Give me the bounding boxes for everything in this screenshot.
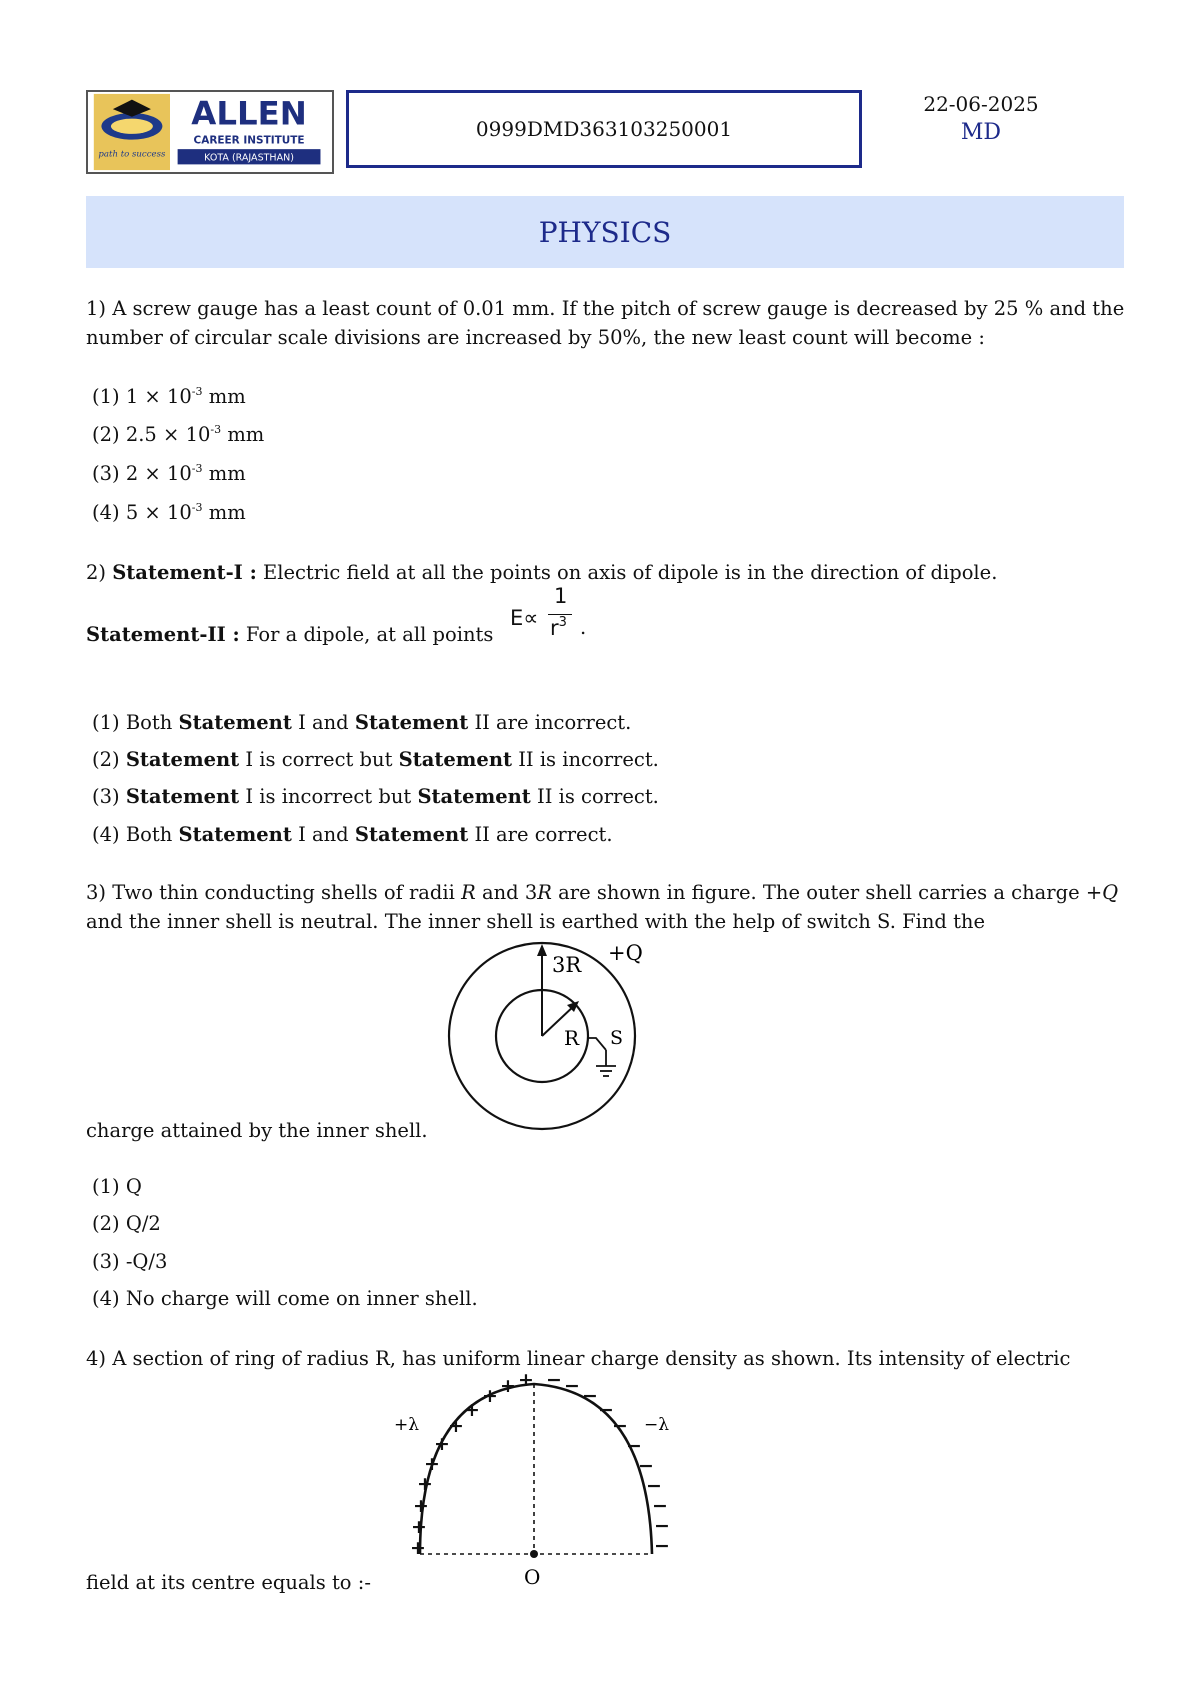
option-exponent: -3: [191, 501, 203, 514]
statement-2-label: Statement-II :: [86, 623, 240, 646]
plus-sign: +: [434, 1433, 450, 1455]
question-text: are shown in figure. The outer shell carries a charge: [558, 881, 1080, 904]
option-coef: 2.5 × 10: [125, 423, 211, 446]
question-text: and 3: [481, 881, 538, 904]
statement-1-label: Statement-I :: [112, 561, 257, 584]
minus-sign: −: [654, 1515, 670, 1537]
option-label: (2): [92, 748, 120, 771]
option-text: I and: [298, 823, 349, 846]
allen-logo: [86, 90, 334, 174]
q1-option-4: [92, 500, 246, 526]
option-exponent: -3: [210, 423, 222, 436]
option-coef: 5 × 10: [125, 501, 192, 524]
formula-period: .: [580, 616, 587, 639]
q2-option-2: [92, 747, 659, 773]
option-text: -Q/3: [125, 1250, 168, 1273]
option-bold: Statement: [354, 711, 469, 734]
q1-option-2: [92, 422, 264, 448]
center-label: O: [524, 1565, 541, 1589]
option-text: Both: [125, 823, 173, 846]
option-unit: mm: [208, 462, 246, 485]
switch-s: [588, 1038, 606, 1050]
option-label: (3): [92, 785, 120, 808]
question-text: Two thin conducting shells of radii: [112, 881, 455, 904]
question-number: 2): [86, 561, 107, 584]
minus-sign: −: [582, 1385, 598, 1407]
formula-numerator: 1: [554, 584, 568, 608]
question-4: [86, 1344, 1126, 1373]
negative-density-label: −λ: [644, 1415, 670, 1435]
concentric-shells-figure: [446, 938, 646, 1134]
option-exponent: -3: [191, 462, 203, 475]
option-bold: Statement: [178, 711, 292, 734]
option-text: Q: [125, 1175, 142, 1198]
minus-sign: −: [612, 1415, 628, 1437]
question-4-continued: [86, 1568, 1126, 1597]
option-coef: 1 × 10: [125, 385, 192, 408]
formula-den-base: r: [550, 616, 559, 640]
option-bold: Statement: [178, 823, 292, 846]
option-unit: mm: [208, 385, 246, 408]
page-header: [86, 90, 1124, 176]
q3-option-1: [92, 1174, 142, 1200]
question-3: [86, 878, 1126, 936]
question-text: and the inner shell is neutral. The inner shell is earthed with the help of switch S. Find the: [86, 910, 986, 933]
option-text: II is incorrect.: [518, 748, 659, 771]
q1-option-3: [92, 461, 246, 487]
option-bold: Statement: [125, 748, 240, 771]
option-label: (3): [92, 1250, 120, 1273]
option-text: I and: [298, 711, 349, 734]
plus-sign: +: [500, 1375, 516, 1397]
q2-option-1: [92, 710, 631, 736]
option-unit: mm: [227, 423, 265, 446]
radius-symbol: R: [461, 881, 476, 904]
radius-symbol: R: [537, 881, 552, 904]
plus-sign: +: [424, 1453, 440, 1475]
question-text: field at its centre equals to :-: [86, 1571, 371, 1594]
q3-option-4: [92, 1286, 478, 1312]
plus-sign: +: [411, 1516, 427, 1538]
option-coef: 2 × 10: [125, 462, 192, 485]
paper-code: 0999DMD363103250001: [475, 117, 733, 141]
formula-lhs: E∝: [510, 606, 539, 630]
paper-date: 22-06-2025: [923, 92, 1039, 116]
plus-sign: +: [413, 1495, 429, 1517]
option-label: (4): [92, 1287, 120, 1310]
option-text: Both: [125, 711, 173, 734]
option-text: II are correct.: [474, 823, 613, 846]
question-text: A section of ring of radius R, has uniform linear charge density as shown. Its intensity of electric: [112, 1347, 1071, 1370]
paper-code-box: [346, 90, 862, 168]
plus-sign: +: [448, 1415, 464, 1437]
paper-meta: [906, 92, 1056, 145]
center-point: [530, 1550, 538, 1558]
plus-sign: +: [518, 1372, 534, 1391]
option-label: (1): [92, 385, 120, 408]
option-label: (4): [92, 501, 120, 524]
outer-radius-label: 3R: [552, 953, 582, 977]
minus-sign: −: [626, 1435, 642, 1457]
question-3-continued: [86, 1116, 1126, 1145]
charge-label: +Q: [608, 941, 643, 965]
option-label: (4): [92, 823, 120, 846]
question-number: 1): [86, 297, 107, 320]
question-2-statement-2: [86, 620, 1126, 649]
option-label: (2): [92, 1212, 120, 1235]
minus-sign: −: [652, 1495, 668, 1517]
option-text: I is incorrect but: [245, 785, 412, 808]
option-bold: Statement: [417, 785, 531, 808]
option-bold: Statement: [354, 823, 469, 846]
plus-sign: +: [410, 1537, 426, 1559]
q2-option-4: [92, 822, 613, 848]
question-number: 3): [86, 881, 107, 904]
question-text: A screw gauge has a least count of 0.01 mm. If the pitch of screw gauge is decreased by 25 % and the number of circular scale divisions are increased by 50%, the new least count will become :: [86, 297, 1125, 349]
plus-sign: +: [482, 1385, 498, 1407]
svg-text:ALLEN: ALLEN: [191, 94, 307, 133]
option-text: I is correct but: [245, 748, 393, 771]
question-number: 4): [86, 1347, 107, 1370]
option-bold: Statement: [125, 785, 240, 808]
outer-radius-arrowhead: [537, 944, 547, 956]
option-exponent: -3: [191, 385, 203, 398]
minus-sign: −: [546, 1372, 562, 1391]
charged-ring-figure: [390, 1372, 680, 1598]
q3-option-2: [92, 1211, 161, 1237]
svg-text:KOTA (RAJASTHAN): KOTA (RAJASTHAN): [204, 152, 294, 164]
paper-type: MD: [960, 120, 1002, 145]
positive-density-label: +λ: [394, 1415, 420, 1435]
positive-charges: [410, 1372, 534, 1559]
option-text: II are incorrect.: [474, 711, 632, 734]
allen-logo-graphic: [88, 92, 332, 172]
ring-section-arc: [420, 1384, 652, 1554]
statement-1-text: Electric field at all the points on axis of dipole is in the direction of dipole.: [263, 561, 998, 584]
option-label: (1): [92, 711, 120, 734]
plus-sign: +: [464, 1399, 480, 1421]
question-1: [86, 294, 1126, 352]
option-text: II is correct.: [537, 785, 659, 808]
minus-sign: −: [646, 1475, 662, 1497]
subject-title: PHYSICS: [538, 215, 672, 249]
q1-option-1: [92, 384, 246, 410]
option-label: (1): [92, 1175, 120, 1198]
question-text: charge attained by the inner shell.: [86, 1119, 428, 1142]
switch-label: S: [610, 1027, 624, 1049]
charge-symbol: +Q: [1085, 881, 1119, 904]
statement-2-text: For a dipole, at all points: [245, 623, 494, 646]
inner-radius-label: R: [564, 1026, 580, 1050]
subject-banner: [86, 196, 1124, 268]
minus-sign: −: [638, 1455, 654, 1477]
option-label: (3): [92, 462, 120, 485]
plus-sign: +: [417, 1473, 433, 1495]
minus-sign: −: [598, 1399, 614, 1421]
q2-option-3: [92, 784, 659, 810]
minus-sign: −: [564, 1375, 580, 1397]
minus-sign: −: [654, 1535, 670, 1557]
question-2-statement-1: [86, 558, 1126, 587]
svg-text:CAREER INSTITUTE: CAREER INSTITUTE: [193, 134, 305, 147]
formula-den-exponent: 3: [558, 615, 567, 630]
formula-denominator: [550, 616, 567, 640]
option-text: Q/2: [125, 1212, 161, 1235]
option-bold: Statement: [398, 748, 513, 771]
svg-text:path to success: path to success: [98, 149, 166, 160]
proportionality-formula: [510, 586, 590, 646]
option-label: (2): [92, 423, 120, 446]
option-text: No charge will come on inner shell.: [125, 1287, 478, 1310]
q3-option-3: [92, 1249, 167, 1275]
option-unit: mm: [208, 501, 246, 524]
